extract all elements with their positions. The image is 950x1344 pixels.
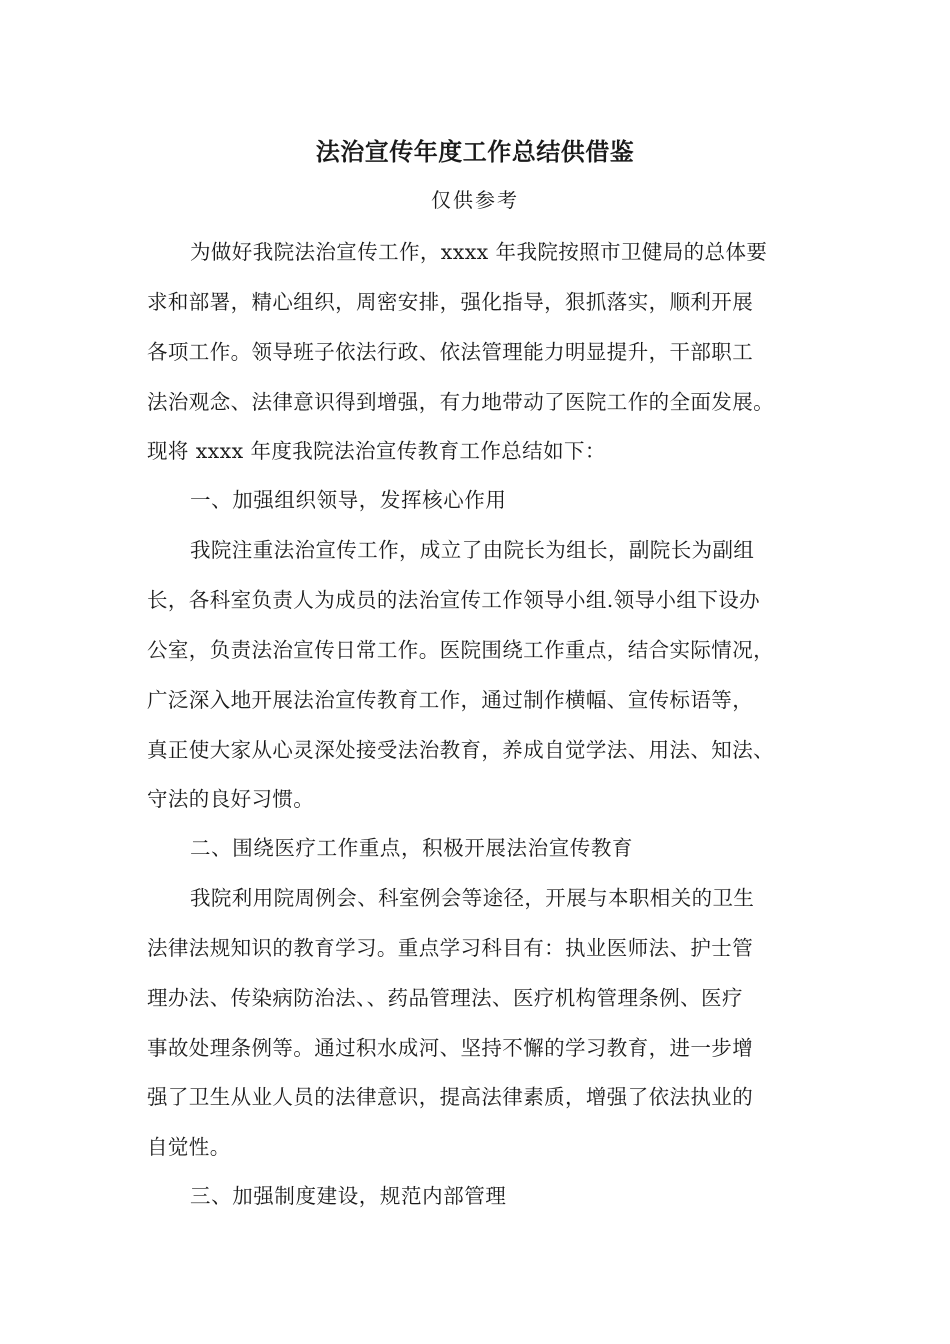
paragraph-line: 现将 xxxx 年度我院法治宣传教育工作总结如下： [147, 439, 606, 463]
paragraph-line: 法治观念、法律意识得到增强，有力地带动了医院工作的全面发展。 [147, 390, 774, 414]
paragraph-line: 为做好我院法治宣传工作，xxxx 年我院按照市卫健局的总体要 [190, 240, 768, 264]
paragraph-line: 法律法规知识的教育学习。重点学习科目有：执业医师法、护士管 [147, 936, 754, 960]
paragraph-line: 真正使大家从心灵深处接受法治教育，养成自觉学法、用法、知法、 [147, 738, 774, 762]
paragraph-line: 守法的良好习惯。 [147, 787, 315, 811]
section-heading: 三、加强制度建设，规范内部管理 [190, 1184, 507, 1208]
document-title: 法治宣传年度工作总结供借鉴 [315, 138, 635, 166]
paragraph-line: 求和部署，精心组织，周密安排，强化指导，狠抓落实，顺利开展 [147, 290, 754, 314]
section-heading: 一、加强组织领导，发挥核心作用 [190, 488, 507, 512]
document-subtitle: 仅供参考 [431, 188, 519, 212]
paragraph-line: 长，各科室负责人为成员的法治宣传工作领导小组.领导小组下设办 [147, 588, 761, 612]
paragraph-line: 强了卫生从业人员的法律意识，提高法律素质，增强了依法执业的 [147, 1085, 754, 1109]
paragraph-line: 事故处理条例等。通过积水成河、坚持不懈的学习教育，进一步增 [147, 1036, 754, 1060]
paragraph-line: 理办法、传染病防治法、、药品管理法、医疗机构管理条例、医疗 [147, 986, 743, 1010]
paragraph-line: 各项工作。领导班子依法行政、依法管理能力明显提升，干部职工 [147, 340, 754, 364]
paragraph-line: 自觉性。 [147, 1135, 231, 1159]
paragraph-line: 我院利用院周例会、科室例会等途径，开展与本职相关的卫生 [190, 886, 755, 910]
paragraph-line: 我院注重法治宣传工作，成立了由院长为组长，副院长为副组 [190, 538, 755, 562]
paragraph-line: 公室，负责法治宣传日常工作。医院围绕工作重点，结合实际情况， [147, 638, 774, 662]
paragraph-line: 广泛深入地开展法治宣传教育工作，通过制作横幅、宣传标语等， [147, 688, 754, 712]
section-heading: 二、围绕医疗工作重点，积极开展法治宣传教育 [190, 836, 634, 860]
